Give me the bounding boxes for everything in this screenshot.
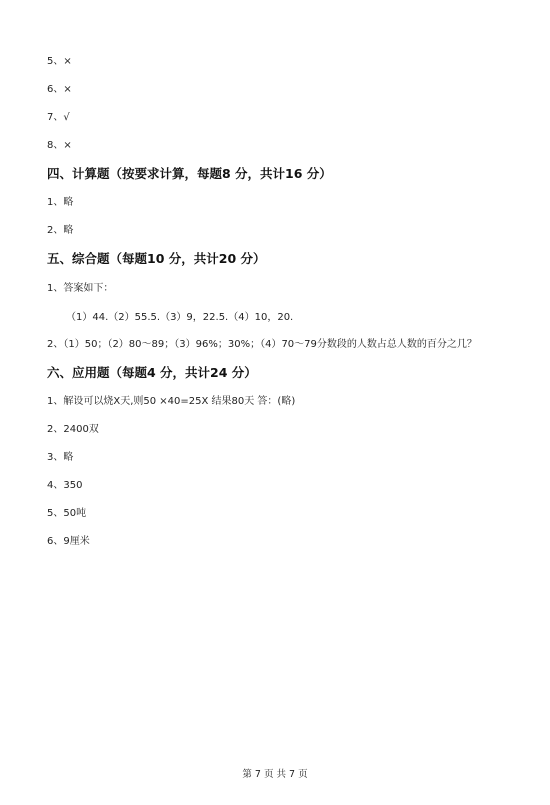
answer-item: 4、350 bbox=[47, 480, 83, 491]
answer-item: 8、× bbox=[47, 140, 72, 151]
answer-item: 1、答案如下： bbox=[47, 283, 114, 294]
section-heading: 五、综合题（每题10 分，共计20 分） bbox=[47, 251, 266, 266]
answer-item: 6、× bbox=[47, 84, 72, 95]
page-number: 第 7 页 共 7 页 bbox=[242, 769, 308, 780]
answer-item: 6、9厘米 bbox=[47, 536, 90, 547]
section-heading: 六、应用题（每题4 分，共计24 分） bbox=[47, 365, 257, 380]
answer-item: 5、50吨 bbox=[47, 508, 87, 519]
answer-item: 2、2400双 bbox=[47, 424, 99, 435]
answer-item: 5、× bbox=[47, 56, 72, 67]
answer-item: 1、略 bbox=[47, 197, 74, 208]
answer-item: 2、（1）50；（2）80～89；（3）96%；30%；（4）70～79分数段的人数占总人数的百分之几？ bbox=[47, 339, 477, 350]
section-heading: 四、计算题（按要求计算，每题8 分，共计16 分） bbox=[47, 166, 332, 181]
answer-detail: （1）44.（2）55.5.（3）9，22.5.（4）10，20. bbox=[66, 312, 294, 323]
answer-item: 7、√ bbox=[47, 112, 70, 123]
answer-item: 1、解设可以烧X天,则50 ×40=25X 结果80天 答：(略) bbox=[47, 396, 296, 407]
answer-item: 2、略 bbox=[47, 225, 74, 236]
answer-item: 3、略 bbox=[47, 452, 74, 463]
